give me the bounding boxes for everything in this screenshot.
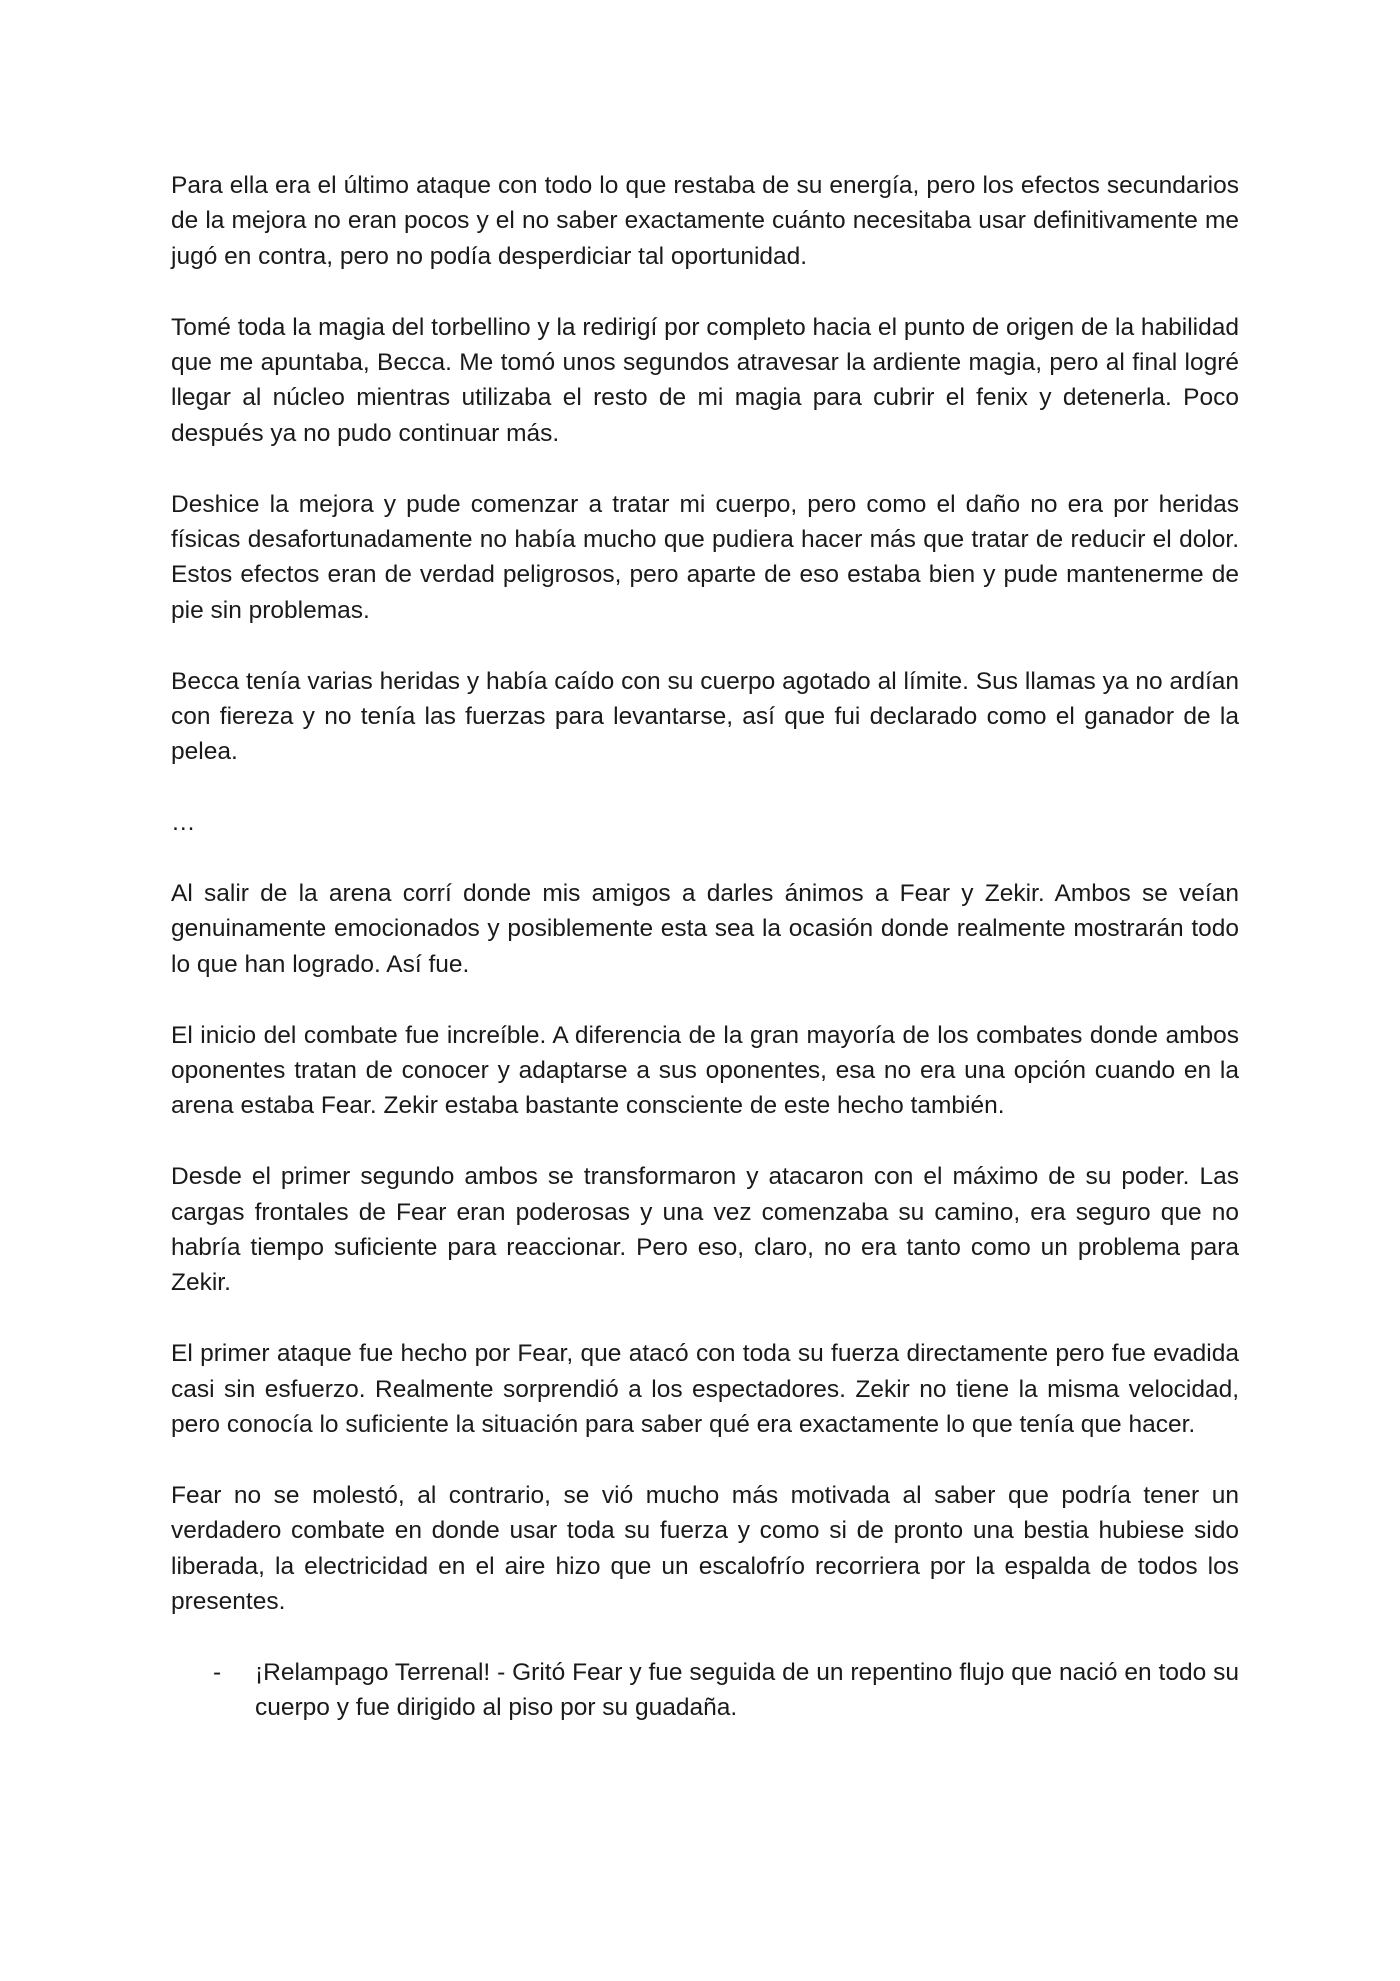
dialogue-dash: - [213, 1658, 222, 1686]
paragraph: Para ella era el último ataque con todo lo que restaba de su energía, pero los efectos secundarios de la mejora no eran pocos y el no saber exactamente cuánto necesitaba usar definitivamente me jugó en contra, pero no podía desperdiciar tal oportunidad. [171, 172, 1239, 270]
document-body [171, 168, 1239, 1761]
scene-separator: … [171, 809, 196, 837]
paragraph: Becca tenía varias heridas y había caído con su cuerpo agotado al límite. Sus llamas ya no ardían con fiereza y no tenía las fuerzas para levantarse, así que fui declarado como el ganador de la pelea. [171, 667, 1239, 766]
paragraph: Tomé toda la magia del torbellino y la redirigí por completo hacia el punto de origen de la habilidad que me apuntaba, Becca. Me tomó unos segundos atravesar la ardiente magia, pero al final logré llegar al núcleo mientras utilizaba el resto de mi magia para cubrir el fenix y detenerla. Poco después ya no pudo continuar más. [171, 313, 1239, 447]
dialogue-line [171, 1655, 1239, 1726]
paragraph: Deshice la mejora y pude comenzar a tratar mi cuerpo, pero como el daño no era por heridas físicas desafortunadamente no había mucho que pudiera hacer más que tratar de reducir el dolor. Estos efectos eran de verdad peligrosos, pero aparte de eso estaba bien y pude mantenerme de pie sin problemas. [171, 490, 1239, 624]
paragraph: Desde el primer segundo ambos se transformaron y atacaron con el máximo de su poder. Las cargas frontales de Fear eran poderosas y una vez comenzaba su camino, era seguro que no habría tiempo suficiente para reaccionar. Pero eso, claro, no era tanto como un problema para Zekir. [171, 1163, 1239, 1297]
paragraph: Al salir de la arena corrí donde mis amigos a darles ánimos a Fear y Zekir. Ambos se veían genuinamente emocionados y posiblemente esta sea la ocasión donde realmente mostrarán todo lo que han logrado. Así fue. [171, 880, 1239, 978]
paragraph: Fear no se molestó, al contrario, se vió mucho más motivada al saber que podría tener un verdadero combate en donde usar toda su fuerza y como si de pronto una bestia hubiese sido liberada, la electricidad en el aire hizo que un escalofrío recorriera por la espalda de todos los presentes. [171, 1481, 1239, 1616]
paragraph: El primer ataque fue hecho por Fear, que atacó con toda su fuerza directamente pero fue evadida casi sin esfuerzo. Realmente sorprendió a los espectadores. Zekir no tiene la misma velocidad, pero conocía lo suficiente la situación para saber qué era exactamente lo que tenía que hacer. [171, 1340, 1239, 1439]
dialogue-text: ¡Relampago Terrenal! - Gritó Fear y fue seguida de un repentino flujo que nació en todo su cuerpo y fue dirigido al piso por su guadaña. [255, 1658, 1239, 1722]
paragraph: El inicio del combate fue increíble. A diferencia de la gran mayoría de los combates donde ambos oponentes tratan de conocer y adaptarse a sus oponentes, esa no era una opción cuando en la arena estaba Fear. Zekir estaba bastante consciente de este hecho también. [171, 1021, 1239, 1120]
